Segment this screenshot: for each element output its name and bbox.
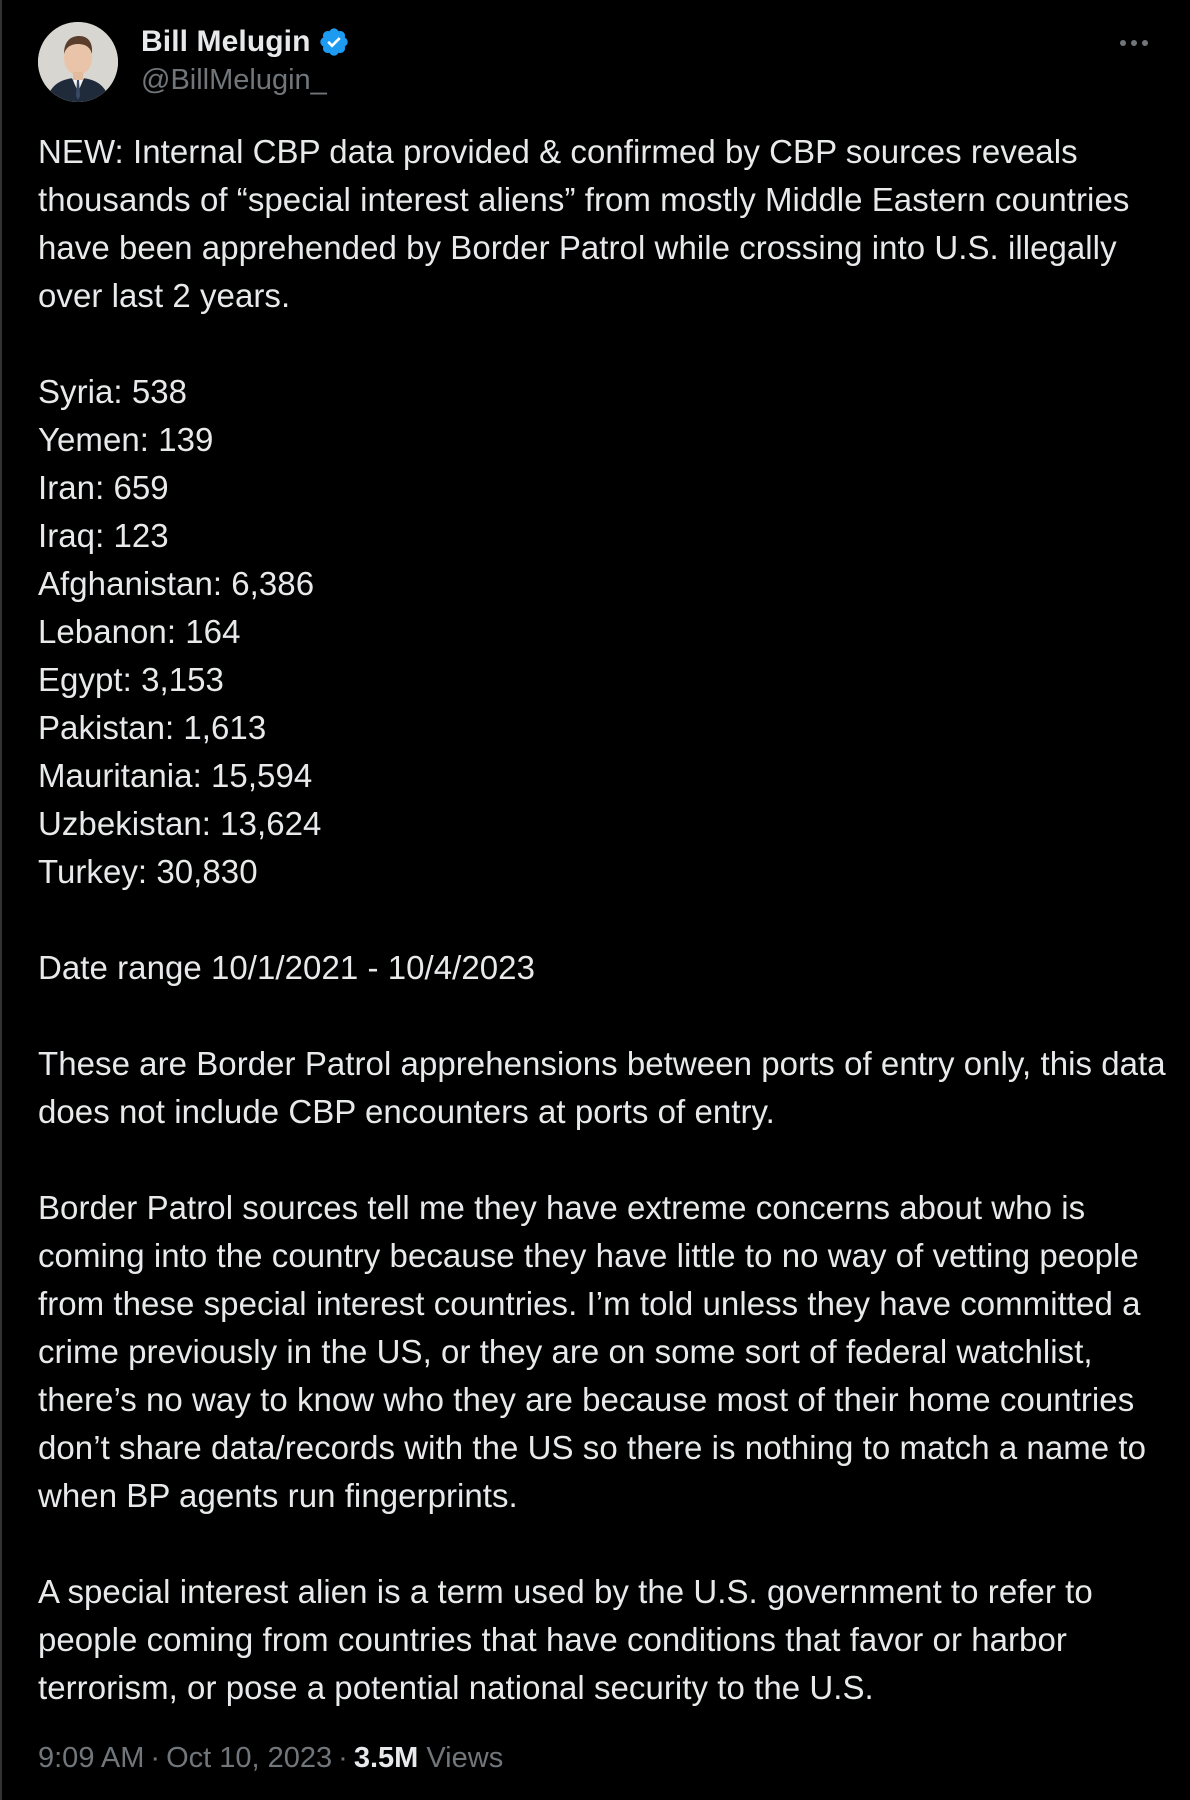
stat-line: Afghanistan: 6,386 xyxy=(38,565,315,602)
tweet-header xyxy=(38,22,1154,102)
display-name[interactable]: Bill Melugin xyxy=(141,25,311,58)
display-name-row xyxy=(141,22,350,62)
stat-line: Pakistan: 1,613 xyxy=(38,709,267,746)
views-label: Views xyxy=(426,1742,504,1774)
paragraph-definition: A special interest alien is a term used by the U.S. government to refer to people coming from countries that have conditions that favor or harbor terrorism, or pose a potential national security to the U.S. xyxy=(38,1573,1102,1706)
meta-separator: · xyxy=(150,1742,161,1774)
stat-line: Iran: 659 xyxy=(38,469,169,506)
author-names xyxy=(141,22,350,97)
stat-line: Mauritania: 15,594 xyxy=(38,757,313,794)
verified-badge-icon[interactable] xyxy=(318,26,350,58)
stat-line: Lebanon: 164 xyxy=(38,613,241,650)
avatar[interactable] xyxy=(38,22,118,102)
tweet-time[interactable]: 9:09 AM xyxy=(38,1742,145,1774)
more-horizontal-icon[interactable] xyxy=(1114,28,1154,58)
spacer xyxy=(38,1520,1168,1568)
stat-line: Uzbekistan: 13,624 xyxy=(38,805,322,842)
stat-line: Yemen: 139 xyxy=(38,421,214,458)
spacer xyxy=(38,896,1168,944)
spacer xyxy=(38,320,1168,368)
tweet-date[interactable]: Oct 10, 2023 xyxy=(166,1742,333,1774)
handle[interactable]: @BillMelugin_ xyxy=(141,64,327,96)
stat-line: Syria: 538 xyxy=(38,373,188,410)
meta-separator: · xyxy=(338,1742,348,1774)
views-count[interactable]: 3.5M xyxy=(353,1742,419,1774)
stat-line: Iraq: 123 xyxy=(38,517,169,554)
tweet-text xyxy=(38,128,1175,1712)
tweet-intro: NEW: Internal CBP data provided & confirmed by CBP sources reveals thousands of “special interest aliens” from mostly Middle Eastern countries have been apprehended by Border Patrol while crossing into U.S. illegally over last 2 years. xyxy=(38,133,1139,314)
spacer xyxy=(38,992,1168,1040)
tweet-meta xyxy=(38,1742,503,1775)
stat-line: Turkey: 30,830 xyxy=(38,853,258,890)
stats-list xyxy=(38,368,1168,896)
avatar-image xyxy=(38,22,118,102)
paragraph-concerns: Border Patrol sources tell me they have extreme concerns about who is coming into the country because they have little to no way of vetting people from these special interest countries. I’m told unless they have committed a crime previously in the US, or they are on some sort of federal watchlist, there’s no way to know who they are because most of their home countries don’t share data/records with the US so there is nothing to match a name to when BP agents run fingerprints. xyxy=(38,1189,1156,1514)
spacer xyxy=(38,1136,1168,1184)
paragraph-ports: These are Border Patrol apprehensions between ports of entry only, this data does not include CBP encounters at ports of entry. xyxy=(38,1045,1175,1130)
date-range: Date range 10/1/2021 - 10/4/2023 xyxy=(38,949,535,986)
stat-line: Egypt: 3,153 xyxy=(38,661,224,698)
